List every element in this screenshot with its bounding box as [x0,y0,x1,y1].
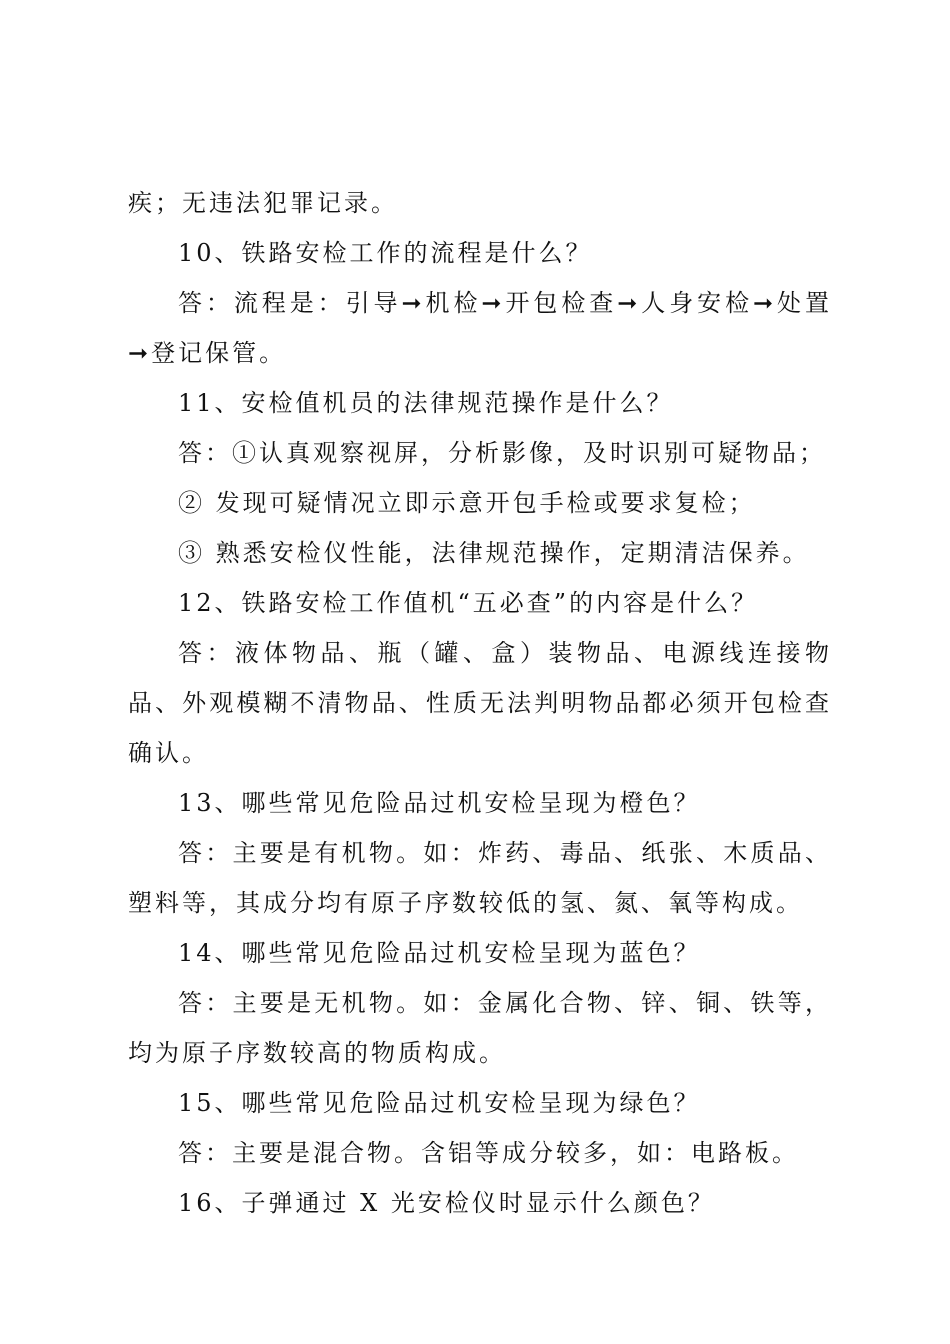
answer-11-item-2: ② 发现可疑情况立即示意开包手检或要求复检； [178,489,756,517]
answer-11-item-3: ③ 熟悉安检仪性能，法律规范操作，定期清洁保养。 [178,539,810,567]
document-body [128,178,832,1228]
answer-11-item-1: 答：①认真观察视屏，分析影像，及时识别可疑物品； [178,439,826,467]
question-14: 14、哪些常见危险品过机安检呈现为蓝色？ [178,939,701,967]
answer-13: 答：主要是有机物。如：炸药、毒品、纸张、木质品、塑料等，其成分均有原子序数较低的氢、氮、氧等构成。 [128,839,832,917]
question-15: 15、哪些常见危险品过机安检呈现为绿色？ [178,1089,701,1117]
question-10: 10、铁路安检工作的流程是什么？ [178,239,593,267]
question-11: 11、安检值机员的法律规范操作是什么？ [178,389,674,417]
question-12: 12、铁路安检工作值机“五必查”的内容是什么？ [178,589,759,617]
answer-14: 答：主要是无机物。如：金属化合物、锌、铜、铁等，均为原子序数较高的物质构成。 [128,989,832,1067]
answer-15: 答：主要是混合物。含铝等成分较多，如：电路板。 [178,1139,799,1167]
answer-12: 答：液体物品、瓶（罐、盒）装物品、电源线连接物品、外观模糊不清物品、性质无法判明物品都必须开包检查确认。 [128,639,832,767]
question-13: 13、哪些常见危险品过机安检呈现为橙色？ [178,789,701,817]
paragraph-continuation: 疾；无违法犯罪记录。 [128,189,398,217]
question-16: 16、子弹通过 X 光安检仪时显示什么颜色？ [178,1189,715,1217]
answer-10: 答：流程是：引导➞机检➞开包检查➞人身安检➞处置➞登记保管。 [128,289,832,367]
